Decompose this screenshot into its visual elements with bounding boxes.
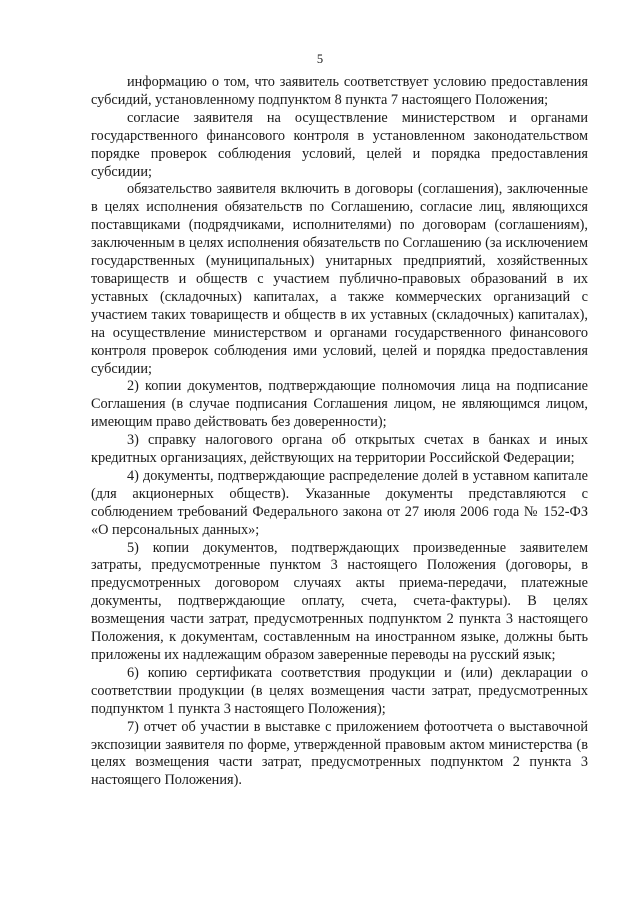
paragraph-obligation-contracts: обязательство заявителя включить в договоры (соглашения), заключенные в целях исполнения обязательств по Соглашению, согласие лиц, являющихся поставщиками (подрядчиками, исполнителями) по договорам (соглашениям), заключенным в целях исполнения обязательств по Соглашению (за исключением государственных (муниципальных) унитарных предприятий, хозяйственных товариществ и обществ с участием публично-правовых образований в их уставных (складочных) капиталах, а также коммерческих организаций с участием таких товариществ и обществ в их уставных (складочных) капиталах), на осуществление министерством и органами государственного финансового контроля проверок соблюдения ими условий, целей и порядка предоставления субсидии;: [91, 181, 588, 377]
document-body: [91, 74, 588, 790]
paragraph-item-7-exhibition-report: 7) отчет об участии в выставке с приложением фотоотчета о выставочной экспозиции заявителя по форме, утвержденной правовым актом министерства (в целях возмещения части затрат, предусмотренных подпунктом 2 пункта 3 настоящего Положения).: [91, 718, 588, 789]
paragraph-item-6-certificate: 6) копию сертификата соответствия продукции и (или) декларации о соответствии продукции (в целях возмещения части затрат, предусмотренных подпунктом 1 пункта 3 настоящего Положения);: [91, 664, 588, 717]
paragraph-consent-inspection: согласие заявителя на осуществление министерством и органами государственного финансового контроля в установленном законодательством порядке проверок соблюдения условий, целей и порядка предоставления субсидии;: [91, 109, 588, 180]
page-number: 5: [316, 52, 324, 66]
paragraph-item-2-authority-docs: 2) копии документов, подтверждающие полномочия лица на подписание Соглашения (в случае подписания Соглашения лицом, не являющимся лицом, имеющим право действовать без доверенности);: [91, 378, 588, 431]
paragraph-item-3-tax-certificate: 3) справку налогового органа об открытых счетах в банках и иных кредитных организациях, действующих на территории Российской Федерации;: [91, 432, 588, 467]
paragraph-eligibility-info: информацию о том, что заявитель соответствует условию предоставления субсидий, установленному подпунктом 8 пункта 7 настоящего Положения;: [91, 74, 588, 108]
paragraph-item-5-expense-docs: 5) копии документов, подтверждающих произведенные заявителем затраты, предусмотренные пунктом 3 настоящего Положения (договоры, в предусмотренных договором случаях акты приема-передачи, платежные документы, подтверждающие оплату, счета, счета-фактуры). В целях возмещения части затрат, предусмотренных подпунктом 2 пункта 3 настоящего Положения, к документам, составленным на иностранном языке, должны быть приложены их надлежащим образом заверенные переводы на русский язык;: [91, 539, 588, 663]
paragraph-item-4-share-docs: 4) документы, подтверждающие распределение долей в уставном капитале (для акционерных обществ). Указанные документы представляются с соблюдением требований Федерального закона от 27 июля 2006 года № 152-ФЗ «О персональных данных»;: [91, 467, 588, 538]
